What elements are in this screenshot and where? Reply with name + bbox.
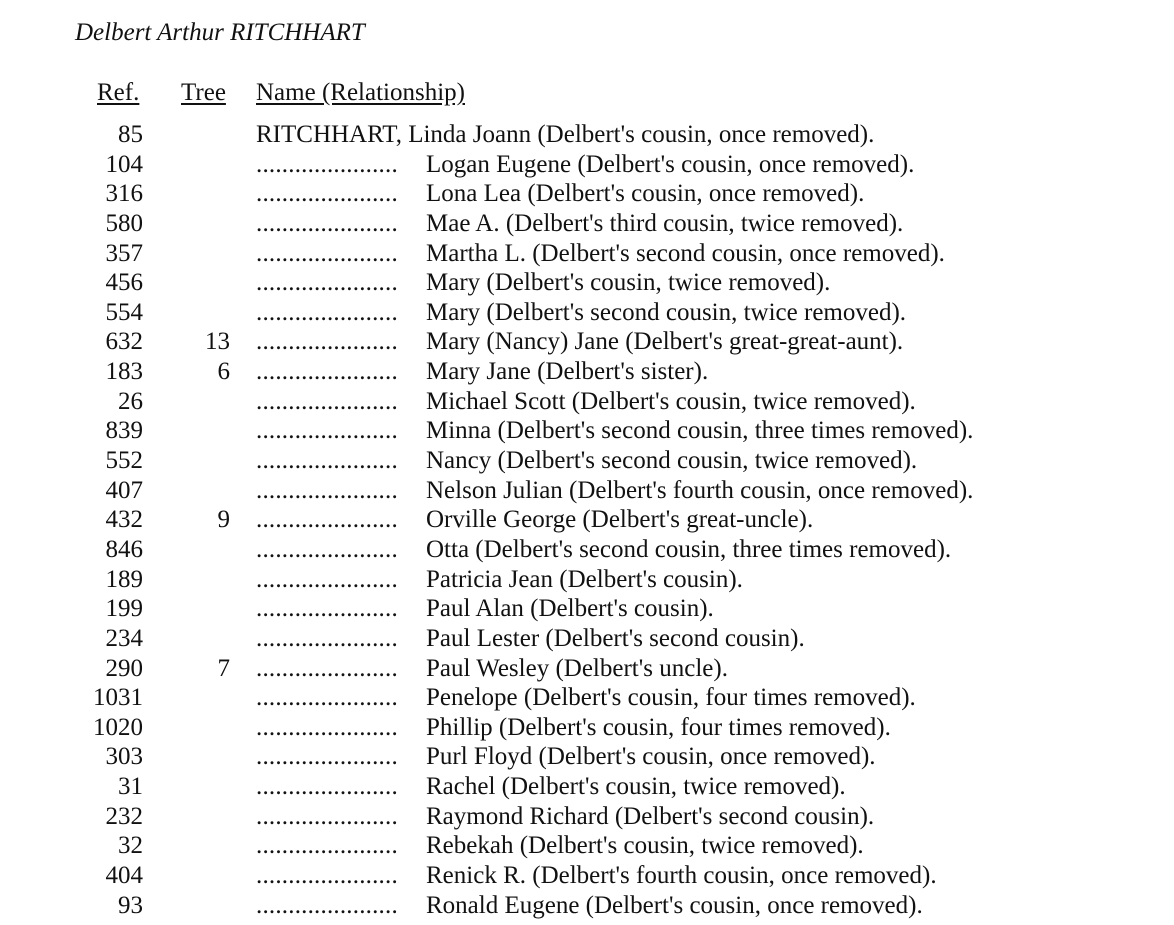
ref-number: 404 bbox=[105, 862, 143, 890]
dot-leader: ...................... bbox=[256, 862, 398, 890]
ref-number: 303 bbox=[105, 743, 143, 771]
table-row bbox=[0, 150, 1174, 180]
dot-leader: ...................... bbox=[256, 654, 398, 682]
person-relationship: Nelson Julian (Delbert's fourth cousin, once removed). bbox=[426, 476, 974, 504]
table-row bbox=[0, 831, 1174, 861]
dot-leader: ...................... bbox=[256, 417, 398, 445]
dot-leader: ...................... bbox=[256, 565, 398, 593]
ref-number: 232 bbox=[105, 802, 143, 830]
person-relationship: Mae A. (Delbert's third cousin, twice removed). bbox=[426, 209, 904, 237]
table-row bbox=[0, 298, 1174, 328]
dot-leader: ...................... bbox=[256, 328, 398, 356]
table-row bbox=[0, 683, 1174, 713]
person-relationship: Raymond Richard (Delbert's second cousin). bbox=[426, 802, 875, 830]
person-relationship: Paul Alan (Delbert's cousin). bbox=[426, 595, 714, 623]
dot-leader: ...................... bbox=[256, 150, 398, 178]
table-row bbox=[0, 268, 1174, 298]
table-row bbox=[0, 416, 1174, 446]
table-row bbox=[0, 505, 1174, 535]
ref-number: 632 bbox=[105, 328, 143, 356]
table-row bbox=[0, 209, 1174, 239]
person-relationship: Nancy (Delbert's second cousin, twice removed). bbox=[426, 447, 918, 475]
dot-leader: ...................... bbox=[256, 447, 398, 475]
person-relationship: Mary (Delbert's cousin, twice removed). bbox=[426, 269, 831, 297]
index-list bbox=[0, 120, 1174, 920]
surname: RITCHHART, bbox=[256, 121, 402, 148]
table-row bbox=[0, 535, 1174, 565]
person-relationship: Linda Joann (Delbert's cousin, once removed). bbox=[408, 121, 875, 148]
table-row bbox=[0, 594, 1174, 624]
header-ref: Ref. bbox=[97, 79, 140, 106]
person-relationship: Michael Scott (Delbert's cousin, twice removed). bbox=[426, 387, 916, 415]
dot-leader: ...................... bbox=[256, 476, 398, 504]
header-tree: Tree bbox=[181, 79, 226, 106]
person-relationship: Purl Floyd (Delbert's cousin, once removed). bbox=[426, 743, 876, 771]
dot-leader: ...................... bbox=[256, 773, 398, 801]
person-relationship: Otta (Delbert's second cousin, three times removed). bbox=[426, 535, 952, 563]
dot-leader: ...................... bbox=[256, 891, 398, 919]
name-line bbox=[256, 120, 874, 150]
person-relationship: Rebekah (Delbert's cousin, twice removed). bbox=[426, 832, 864, 860]
table-row bbox=[0, 476, 1174, 506]
dot-leader: ...................... bbox=[256, 269, 398, 297]
dot-leader: ...................... bbox=[256, 209, 398, 237]
tree-number: 7 bbox=[217, 654, 230, 682]
tree-number: 13 bbox=[205, 328, 230, 356]
person-relationship: Mary Jane (Delbert's sister). bbox=[426, 358, 709, 386]
table-row bbox=[0, 861, 1174, 891]
table-row bbox=[0, 891, 1174, 921]
person-relationship: Ronald Eugene (Delbert's cousin, once removed). bbox=[426, 891, 923, 919]
dot-leader: ...................... bbox=[256, 535, 398, 563]
ref-number: 407 bbox=[105, 476, 143, 504]
person-relationship: Logan Eugene (Delbert's cousin, once removed). bbox=[426, 150, 915, 178]
ref-number: 357 bbox=[105, 239, 143, 267]
ref-number: 554 bbox=[105, 298, 143, 326]
ref-number: 93 bbox=[118, 891, 143, 919]
person-relationship: Minna (Delbert's second cousin, three times removed). bbox=[426, 417, 974, 445]
dot-leader: ...................... bbox=[256, 624, 398, 652]
table-row bbox=[0, 120, 1174, 150]
ref-number: 1031 bbox=[93, 684, 143, 712]
table-row bbox=[0, 446, 1174, 476]
table-row bbox=[0, 654, 1174, 684]
ref-number: 1020 bbox=[93, 713, 143, 741]
table-row bbox=[0, 624, 1174, 654]
table-row bbox=[0, 802, 1174, 832]
dot-leader: ...................... bbox=[256, 832, 398, 860]
ref-number: 432 bbox=[105, 506, 143, 534]
person-relationship: Mary (Nancy) Jane (Delbert's great-great-aunt). bbox=[426, 328, 904, 356]
table-row bbox=[0, 239, 1174, 269]
ref-number: 32 bbox=[118, 832, 143, 860]
table-row bbox=[0, 179, 1174, 209]
ref-number: 839 bbox=[105, 417, 143, 445]
ref-number: 580 bbox=[105, 209, 143, 237]
dot-leader: ...................... bbox=[256, 239, 398, 267]
table-row bbox=[0, 565, 1174, 595]
person-relationship: Renick R. (Delbert's fourth cousin, once removed). bbox=[426, 862, 937, 890]
dot-leader: ...................... bbox=[256, 298, 398, 326]
table-row bbox=[0, 772, 1174, 802]
person-relationship: Rachel (Delbert's cousin, twice removed). bbox=[426, 773, 846, 801]
table-header bbox=[0, 76, 1174, 110]
dot-leader: ...................... bbox=[256, 180, 398, 208]
person-relationship: Orville George (Delbert's great-uncle). bbox=[426, 506, 814, 534]
dot-leader: ...................... bbox=[256, 358, 398, 386]
dot-leader: ...................... bbox=[256, 595, 398, 623]
ref-number: 26 bbox=[118, 387, 143, 415]
table-row bbox=[0, 742, 1174, 772]
ref-number: 183 bbox=[105, 358, 143, 386]
page-title: Delbert Arthur RITCHHART bbox=[75, 19, 365, 46]
ref-number: 552 bbox=[105, 447, 143, 475]
ref-number: 456 bbox=[105, 269, 143, 297]
dot-leader: ...................... bbox=[256, 802, 398, 830]
ref-number: 104 bbox=[105, 150, 143, 178]
ref-number: 234 bbox=[105, 624, 143, 652]
ref-number: 846 bbox=[105, 535, 143, 563]
dot-leader: ...................... bbox=[256, 743, 398, 771]
person-relationship: Phillip (Delbert's cousin, four times removed). bbox=[426, 713, 891, 741]
table-row bbox=[0, 713, 1174, 743]
table-row bbox=[0, 327, 1174, 357]
person-relationship: Martha L. (Delbert's second cousin, once removed). bbox=[426, 239, 945, 267]
tree-number: 9 bbox=[217, 506, 230, 534]
table-row bbox=[0, 387, 1174, 417]
person-relationship: Paul Lester (Delbert's second cousin). bbox=[426, 624, 805, 652]
ref-number: 316 bbox=[105, 180, 143, 208]
dot-leader: ...................... bbox=[256, 506, 398, 534]
dot-leader: ...................... bbox=[256, 713, 398, 741]
person-relationship: Mary (Delbert's second cousin, twice removed). bbox=[426, 298, 907, 326]
person-relationship: Patricia Jean (Delbert's cousin). bbox=[426, 565, 743, 593]
table-row bbox=[0, 357, 1174, 387]
tree-number: 6 bbox=[217, 358, 230, 386]
ref-number: 199 bbox=[105, 595, 143, 623]
person-relationship: Lona Lea (Delbert's cousin, once removed). bbox=[426, 180, 865, 208]
ref-number: 85 bbox=[118, 121, 143, 148]
ref-number: 31 bbox=[118, 773, 143, 801]
dot-leader: ...................... bbox=[256, 684, 398, 712]
header-name: Name (Relationship) bbox=[256, 79, 465, 106]
ref-number: 290 bbox=[105, 654, 143, 682]
person-relationship: Penelope (Delbert's cousin, four times removed). bbox=[426, 684, 916, 712]
person-relationship: Paul Wesley (Delbert's uncle). bbox=[426, 654, 728, 682]
dot-leader: ...................... bbox=[256, 387, 398, 415]
ref-number: 189 bbox=[105, 565, 143, 593]
